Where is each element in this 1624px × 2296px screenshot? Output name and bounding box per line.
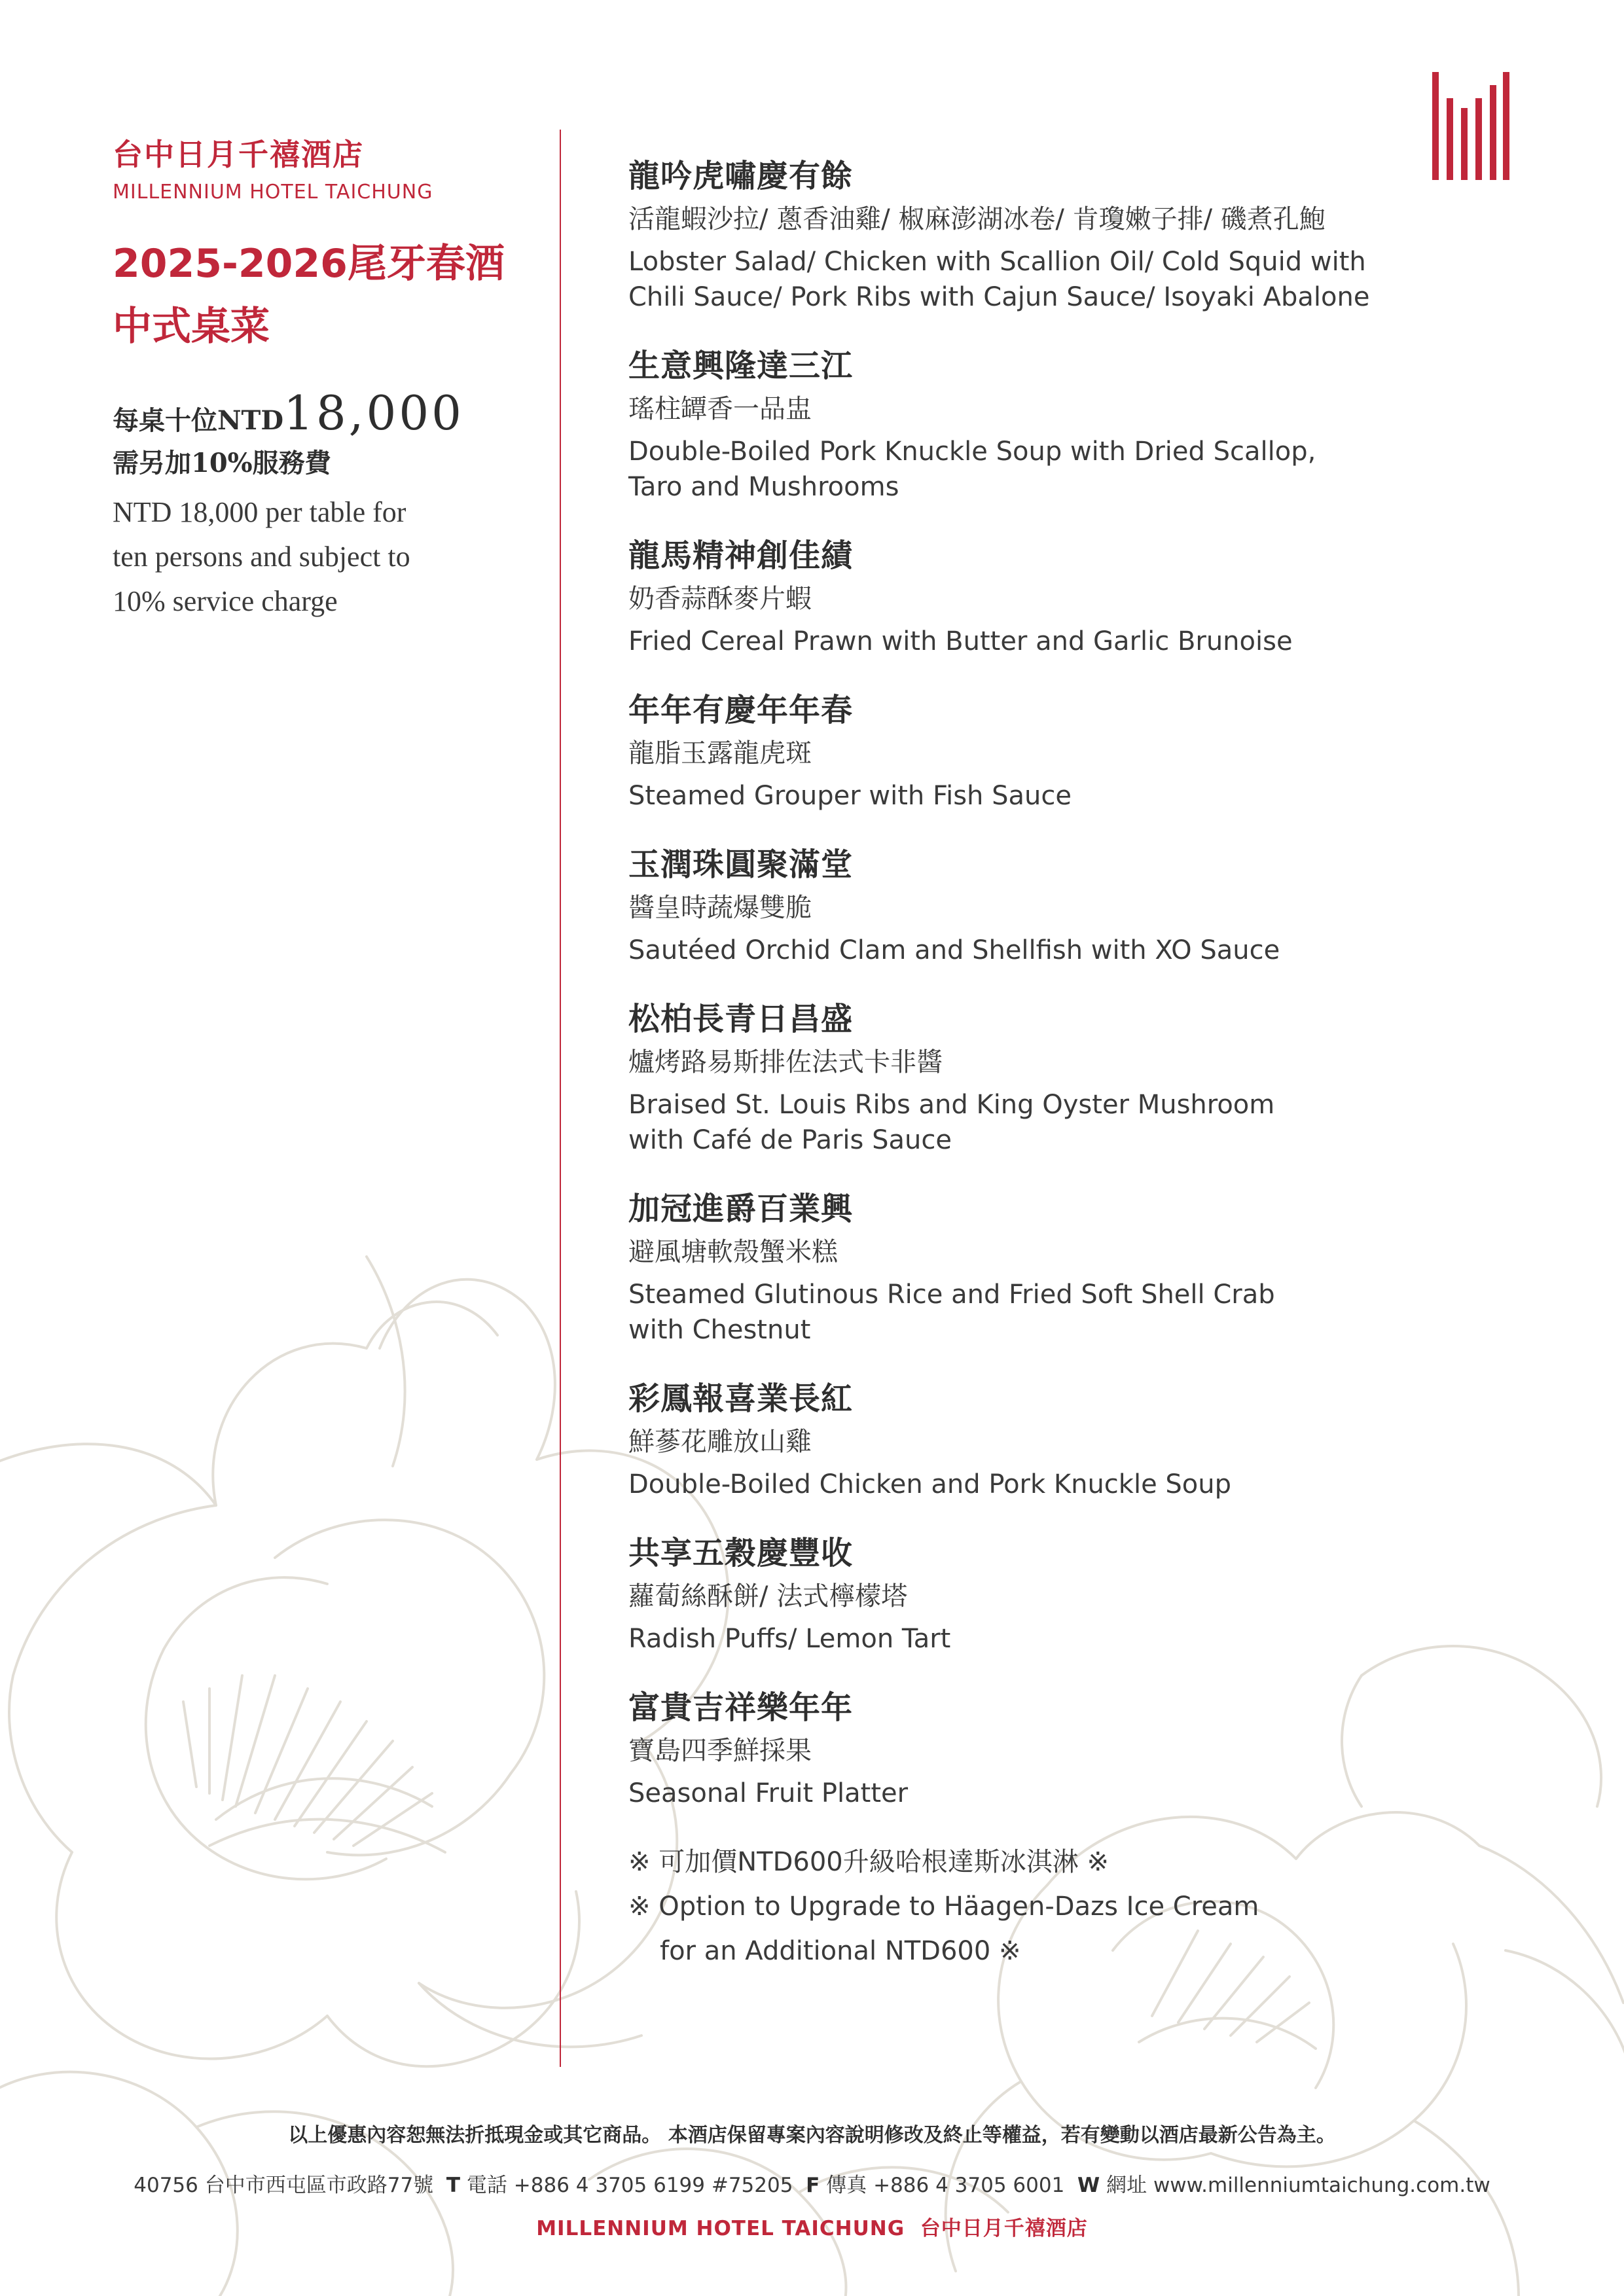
course-dish-zh: 瑤柱罈香一品盅 xyxy=(628,394,812,424)
price-en-line3: 10% service charge xyxy=(113,585,338,617)
footer-address: 40756 台中市西屯區市政路77號 xyxy=(134,2174,434,2197)
course-title: 龍馬精神創佳績 xyxy=(628,537,854,574)
footer-contact xyxy=(0,2167,1624,2204)
course-dish-en xyxy=(628,1467,1499,1502)
course-dish-zh: 醬皇時蔬爆雙脆 xyxy=(628,893,812,923)
menu-course xyxy=(628,688,1499,814)
upgrade-note-en-line1: ※ Option to Upgrade to Häagen-Dazs Ice Cream xyxy=(628,1892,1259,1922)
course-title: 富貴吉祥樂年年 xyxy=(628,1689,854,1726)
course-en-line: Double-Boiled Chicken and Pork Knuckle Soup xyxy=(628,1469,1231,1499)
footer-fax: +886 4 3705 6001 xyxy=(873,2174,1065,2197)
course-en-line: Double-Boiled Pork Knuckle Soup with Dried Scallop, xyxy=(628,437,1316,467)
upgrade-note-zh: ※ 可加價NTD600升級哈根達斯冰淇淋 ※ xyxy=(628,1847,1109,1877)
menu-list xyxy=(628,154,1499,1973)
fax-label: F xyxy=(806,2174,820,2197)
tel-label-zh: 電話 xyxy=(466,2174,507,2197)
hotel-name-en: MILLENNIUM HOTEL TAICHUNG xyxy=(113,181,433,204)
course-dish-zh: 活龍蝦沙拉/ 蔥香油雞/ 椒麻澎湖冰卷/ 肯瓊嫩子排/ 磯煮孔鮑 xyxy=(628,204,1326,234)
event-title-line2: 中式桌菜 xyxy=(113,304,270,350)
course-en-line: with Café de Paris Sauce xyxy=(628,1125,952,1155)
web-label-zh: 網址 xyxy=(1106,2174,1147,2197)
left-column xyxy=(113,134,518,624)
course-en-line: Radish Puffs/ Lemon Tart xyxy=(628,1624,951,1654)
course-dish-zh: 寶島四季鮮採果 xyxy=(628,1736,812,1766)
course-title: 年年有慶年年春 xyxy=(628,692,854,728)
hotel-name-zh: 台中日月千禧酒店 xyxy=(113,137,364,172)
menu-course xyxy=(628,1685,1499,1811)
course-en-line: Fried Cereal Prawn with Butter and Garlic Brunoise xyxy=(628,626,1293,656)
course-title: 共享五穀慶豐收 xyxy=(628,1535,854,1571)
course-dish-en xyxy=(628,1621,1499,1657)
course-dish-en xyxy=(628,1776,1499,1811)
web-label: W xyxy=(1077,2174,1100,2197)
course-dish-zh: 鮮蔘花雕放山雞 xyxy=(628,1427,812,1457)
footer-website-link[interactable]: www.millenniumtaichung.com.tw xyxy=(1153,2174,1490,2197)
footer xyxy=(0,2117,1624,2247)
course-dish-zh: 奶香蒜酥麥片蝦 xyxy=(628,584,812,614)
course-title: 龍吟虎嘯慶有餘 xyxy=(628,158,854,194)
service-charge-zh: 需另加10%服務費 xyxy=(113,448,331,478)
course-dish-zh: 蘿蔔絲酥餅/ 法式檸檬塔 xyxy=(628,1581,908,1611)
price-zh xyxy=(113,386,518,444)
footer-brand xyxy=(0,2210,1624,2247)
course-dish-en xyxy=(628,1277,1499,1348)
course-dish-zh: 爐烤路易斯排佐法式卡非醬 xyxy=(628,1047,943,1077)
course-dish-en xyxy=(628,624,1499,659)
vertical-divider xyxy=(560,130,561,2067)
footer-brand-en: MILLENNIUM HOTEL TAICHUNG xyxy=(536,2217,905,2240)
price-en-line2: ten persons and subject to xyxy=(113,541,410,573)
course-en-line: Seasonal Fruit Platter xyxy=(628,1778,909,1808)
course-en-line: Taro and Mushrooms xyxy=(628,472,899,502)
menu-course xyxy=(628,1376,1499,1502)
upgrade-note xyxy=(628,1840,1499,1973)
fax-label-zh: 傳真 xyxy=(826,2174,867,2197)
price-en xyxy=(113,490,518,624)
tel-label: T xyxy=(446,2174,461,2197)
course-en-line: Steamed Grouper with Fish Sauce xyxy=(628,781,1072,811)
course-title: 玉潤珠圓聚滿堂 xyxy=(628,846,854,883)
course-en-line: Chili Sauce/ Pork Ribs with Cajun Sauce/ Isoyaki Abalone xyxy=(628,282,1370,312)
course-dish-en xyxy=(628,778,1499,814)
course-en-line: Sautéed Orchid Clam and Shellfish with XO Sauce xyxy=(628,935,1280,965)
course-dish-en xyxy=(628,933,1499,968)
menu-course xyxy=(628,997,1499,1158)
course-en-line: Braised St. Louis Ribs and King Oyster Mushroom xyxy=(628,1090,1275,1120)
footer-tel: +886 4 3705 6199 #75205 xyxy=(513,2174,793,2197)
menu-course xyxy=(628,1187,1499,1348)
course-title: 加冠進爵百業興 xyxy=(628,1191,854,1227)
footer-brand-zh: 台中日月千禧酒店 xyxy=(920,2217,1088,2240)
course-dish-zh: 龍脂玉露龍虎斑 xyxy=(628,738,812,768)
course-dish-zh: 避風塘軟殼蟹米糕 xyxy=(628,1237,838,1267)
course-en-line: with Chestnut xyxy=(628,1315,811,1345)
course-en-line: Lobster Salad/ Chicken with Scallion Oil/ Cold Squid with xyxy=(628,247,1366,277)
course-title: 彩鳳報喜業長紅 xyxy=(628,1380,854,1417)
course-en-line: Steamed Glutinous Rice and Fried Soft Shell Crab xyxy=(628,1280,1275,1310)
upgrade-note-en-line2: for an Additional NTD600 ※ xyxy=(660,1936,1021,1966)
price-amount: 18,000 xyxy=(283,386,464,440)
event-title-line1: 2025-2026尾牙春酒 xyxy=(113,241,505,287)
price-en-line1: NTD 18,000 per table for xyxy=(113,496,406,528)
course-title: 生意興隆達三江 xyxy=(628,348,854,384)
course-dish-en xyxy=(628,434,1499,505)
course-dish-en xyxy=(628,1087,1499,1158)
menu-course xyxy=(628,154,1499,315)
footer-disclaimer: 以上優惠內容恕無法折抵現金或其它商品。 本酒店保留專案內容說明修改及終止等權益，若有變動以酒店最新公告為主。 xyxy=(288,2124,1336,2147)
price-prefix: 每桌十位NTD xyxy=(113,405,284,436)
course-title: 松柏長青日昌盛 xyxy=(628,1001,854,1037)
menu-course xyxy=(628,344,1499,505)
menu-course xyxy=(628,1531,1499,1657)
course-dish-en xyxy=(628,244,1499,315)
menu-course xyxy=(628,533,1499,659)
menu-course xyxy=(628,842,1499,968)
event-title xyxy=(113,232,518,358)
